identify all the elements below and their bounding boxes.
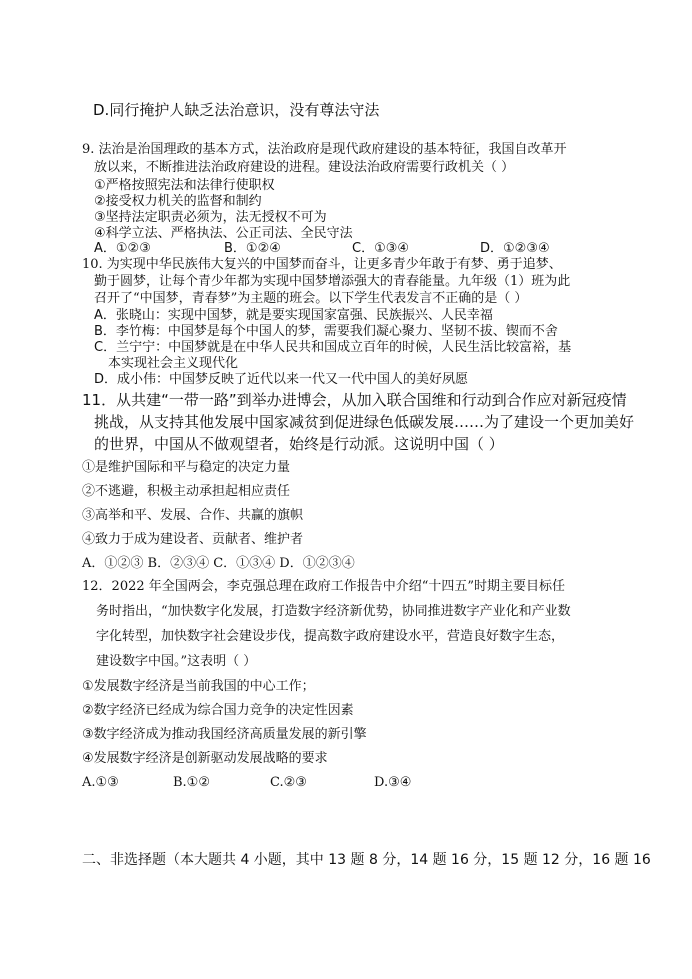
q11-stem-line-3: 的世界，中国从不做观望者，始终是行动派。这说明中国（ ） bbox=[94, 435, 504, 453]
q12-item-2: ②数字经济已经成为综合国力竞争的决定性因素 bbox=[82, 703, 354, 718]
q11-item-3: ③高举和平、发展、合作、共赢的旗帜 bbox=[82, 508, 304, 523]
q12-item-4: ④发展数字经济是创新驱动发展战略的要求 bbox=[82, 751, 328, 766]
q12-stem-line-4: 建设数字中国。”这表明（ ） bbox=[96, 654, 257, 669]
q12-stem-line-3: 字化转型，加快数字社会建设步伐，提高数字政府建设水平，营造良好数字生态， bbox=[96, 629, 565, 644]
q10-option-b: B．李竹梅：中国梦是每个中国人的梦，需要我们凝心聚力、坚韧不拔、锲而不舍 bbox=[94, 324, 558, 339]
q9-choice-c: C．①③④ bbox=[352, 241, 410, 256]
q12-choice-a: A.①③ bbox=[82, 775, 119, 790]
q10-stem-line-1: 10. 为实现中华民族伟大复兴的中国梦而奋斗，让更多青少年敢于有梦、勇于追梦、 bbox=[82, 257, 562, 272]
q9-item-4: ④科学立法、严格执法、公正司法、全民守法 bbox=[94, 226, 353, 241]
q11-stem-line-1: 11．从共建“一带一路”到举办进博会，从加入联合国维和行动到合作应对新冠疫情 bbox=[82, 391, 627, 409]
q12-stem-line-1: 12．2022 年全国两会，李克强总理在政府工作报告中介绍“十四五”时期主要目标任 bbox=[82, 579, 566, 594]
q12-stem-line-2: 务时指出，“加快数字化发展，打造数字经济新优势，协同推进数字产业化和产业数 bbox=[96, 604, 571, 619]
q9-choice-b: B．①②④ bbox=[224, 241, 281, 256]
q10-stem-line-3: 召开了“中国梦，青春梦”为主题的班会。以下学生代表发言不正确的是（ ） bbox=[94, 291, 528, 306]
q9-item-2: ②接受权力机关的监督和制约 bbox=[94, 194, 262, 209]
q11-item-4: ④致力于成为建设者、贡献者、维护者 bbox=[82, 532, 304, 547]
q10-option-c: C．兰宁宁：中国梦就是在中华人民共和国成立百年的时候，人民生活比较富裕，基 bbox=[94, 340, 572, 355]
q9-choice-d: D．①②③④ bbox=[480, 241, 550, 256]
section-2-heading: 二、非选择题（本大题共 4 小题，其中 13 题 8 分，14 题 16 分，15 题 12 分，16 题 16 bbox=[82, 852, 651, 868]
q12-choice-d: D.③④ bbox=[374, 775, 412, 790]
q12-choice-c: C.②③ bbox=[270, 775, 307, 790]
q11-item-1: ①是维护国际和平与稳定的决定力量 bbox=[82, 460, 291, 475]
q9-item-3: ③坚持法定职责必须为，法无授权不可为 bbox=[94, 210, 327, 225]
q11-choices: A．①②③ B．②③④ C．①③④ D．①②③④ bbox=[82, 556, 355, 571]
q10-option-a: A．张晓山：实现中国梦，就是要实现国家富强、民族振兴、人民幸福 bbox=[94, 308, 493, 323]
q12-item-3: ③数字经济成为推动我国经济高质量发展的新引擎 bbox=[82, 727, 367, 742]
q11-stem-line-2: 挑战，从支持其他发展中国家减贫到促进绿色低碳发展……为了建设一个更加美好 bbox=[94, 413, 635, 431]
q9-stem-line-1: 9. 法治是治国理政的基本方式，法治政府是现代政府建设的基本特征，我国自改革开 bbox=[82, 142, 567, 157]
q8-option-d: D.同行掩护人缺乏法治意识，没有尊法守法 bbox=[93, 101, 380, 119]
q9-choice-a: A．①②③ bbox=[94, 241, 151, 256]
q12-item-1: ①发展数字经济是当前我国的中心工作； bbox=[82, 679, 315, 694]
q9-stem-line-2: 放以来，不断推进法治政府建设的进程。建设法治政府需要行政机关（ ） bbox=[94, 160, 515, 175]
q10-option-c-cont: 本实现社会主义现代化 bbox=[108, 356, 239, 371]
q11-item-2: ②不逃避，积极主动承担起相应责任 bbox=[82, 484, 291, 499]
q12-choice-b: B.①② bbox=[173, 775, 210, 790]
q9-item-1: ①严格按照宪法和法律行使职权 bbox=[94, 178, 275, 193]
q10-stem-line-2: 勤于圆梦，让每个青少年都为实现中国梦增添强大的青春能量。九年级（1）班为此 bbox=[94, 274, 571, 289]
q10-option-d: D．成小伟：中国梦反映了近代以来一代又一代中国人的美好夙愿 bbox=[94, 372, 469, 387]
